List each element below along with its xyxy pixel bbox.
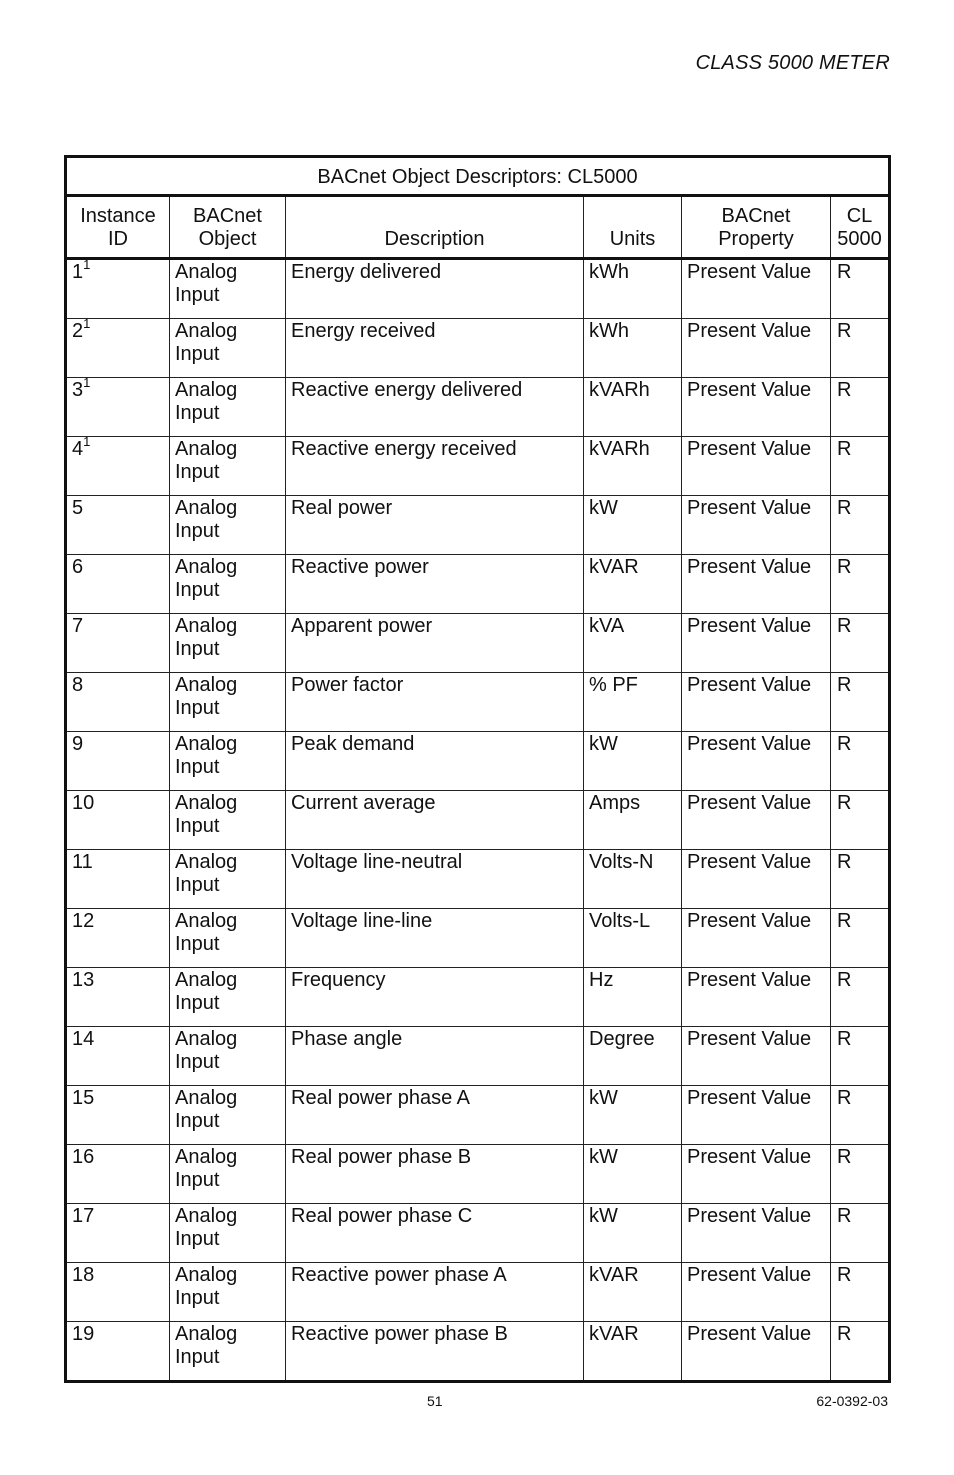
header-instance-id: Instance ID	[66, 196, 170, 259]
cell-bacnet-property: Present Value	[682, 1027, 831, 1086]
cell-cl5000: R	[831, 1086, 890, 1145]
table-row	[66, 614, 890, 673]
cell-cl5000: R	[831, 437, 890, 496]
table-row	[66, 909, 890, 968]
cell-bacnet-property: Present Value	[682, 732, 831, 791]
bacnet-object-table	[64, 155, 891, 1383]
cell-bacnet-property: Present Value	[682, 968, 831, 1027]
cell-bacnet-object: Analog Input	[170, 319, 286, 378]
table-row	[66, 673, 890, 732]
cell-description: Energy received	[286, 319, 584, 378]
table-row	[66, 378, 890, 437]
cell-units: Degree	[584, 1027, 682, 1086]
cell-units: kVAR	[584, 555, 682, 614]
table-row	[66, 319, 890, 378]
cell-bacnet-object: Analog Input	[170, 968, 286, 1027]
cell-bacnet-property: Present Value	[682, 1263, 831, 1322]
cell-bacnet-object: Analog Input	[170, 1263, 286, 1322]
cell-instance-id: 11	[66, 850, 170, 909]
cell-units: kW	[584, 1145, 682, 1204]
table-row	[66, 968, 890, 1027]
cell-instance-id: 12	[66, 909, 170, 968]
table-row	[66, 1145, 890, 1204]
cell-cl5000: R	[831, 1322, 890, 1382]
cell-cl5000: R	[831, 732, 890, 791]
cell-bacnet-property: Present Value	[682, 614, 831, 673]
cell-units: kW	[584, 1204, 682, 1263]
cell-bacnet-object: Analog Input	[170, 850, 286, 909]
cell-instance-id: $2^1$	[66, 319, 170, 378]
cell-cl5000: R	[831, 1263, 890, 1322]
cell-description: Voltage line-neutral	[286, 850, 584, 909]
cell-instance-id: $3^1$	[66, 378, 170, 437]
cell-instance-id: 13	[66, 968, 170, 1027]
cell-description: Real power phase C	[286, 1204, 584, 1263]
cell-bacnet-property: Present Value	[682, 850, 831, 909]
cell-instance-id: 14	[66, 1027, 170, 1086]
cell-bacnet-object: Analog Input	[170, 259, 286, 319]
cell-instance-id: 5	[66, 496, 170, 555]
header-bacnet-property: BACnet Property	[682, 196, 831, 259]
cell-instance-id: $1^1$	[66, 259, 170, 319]
cell-units: kWh	[584, 259, 682, 319]
table-row	[66, 1086, 890, 1145]
cell-units: kVAR	[584, 1263, 682, 1322]
cell-units: kVA	[584, 614, 682, 673]
cell-bacnet-object: Analog Input	[170, 614, 286, 673]
cell-cl5000: R	[831, 791, 890, 850]
running-head: CLASS 5000 METER	[695, 52, 890, 74]
cell-instance-id: 16	[66, 1145, 170, 1204]
cell-units: kW	[584, 732, 682, 791]
cell-units: kW	[584, 496, 682, 555]
footnote-marker: 1	[83, 316, 91, 332]
cell-instance-id: 19	[66, 1322, 170, 1382]
cell-instance-id: 7	[66, 614, 170, 673]
cell-bacnet-object: Analog Input	[170, 496, 286, 555]
cell-cl5000: R	[831, 1204, 890, 1263]
cell-bacnet-property: Present Value	[682, 437, 831, 496]
cell-description: Voltage line-line	[286, 909, 584, 968]
cell-cl5000: R	[831, 555, 890, 614]
cell-bacnet-property: Present Value	[682, 319, 831, 378]
cell-units: Amps	[584, 791, 682, 850]
cell-instance-id: 10	[66, 791, 170, 850]
cell-units: kVAR	[584, 1322, 682, 1382]
header-bacnet-object: BACnet Object	[170, 196, 286, 259]
table-header-row	[66, 196, 890, 259]
cell-instance-id: 6	[66, 555, 170, 614]
cell-bacnet-object: Analog Input	[170, 791, 286, 850]
cell-instance-id: 17	[66, 1204, 170, 1263]
cell-bacnet-object: Analog Input	[170, 1086, 286, 1145]
cell-cl5000: R	[831, 319, 890, 378]
cell-cl5000: R	[831, 673, 890, 732]
cell-description: Real power phase A	[286, 1086, 584, 1145]
table-row	[66, 496, 890, 555]
cell-instance-id: 18	[66, 1263, 170, 1322]
cell-bacnet-object: Analog Input	[170, 378, 286, 437]
cell-bacnet-property: Present Value	[682, 1086, 831, 1145]
cell-description: Peak demand	[286, 732, 584, 791]
cell-description: Frequency	[286, 968, 584, 1027]
cell-cl5000: R	[831, 614, 890, 673]
cell-bacnet-property: Present Value	[682, 259, 831, 319]
cell-bacnet-object: Analog Input	[170, 1204, 286, 1263]
cell-bacnet-property: Present Value	[682, 673, 831, 732]
cell-bacnet-object: Analog Input	[170, 1027, 286, 1086]
cell-instance-id: 15	[66, 1086, 170, 1145]
cell-description: Reactive energy received	[286, 437, 584, 496]
footnote-marker: 1	[83, 434, 91, 450]
cell-units: % PF	[584, 673, 682, 732]
table-row	[66, 437, 890, 496]
page-number: 51	[427, 1393, 443, 1409]
cell-bacnet-object: Analog Input	[170, 1322, 286, 1382]
cell-description: Energy delivered	[286, 259, 584, 319]
table-row	[66, 1204, 890, 1263]
document-number: 62-0392-03	[816, 1393, 888, 1409]
cell-units: kVARh	[584, 378, 682, 437]
cell-bacnet-property: Present Value	[682, 1204, 831, 1263]
cell-description: Reactive power phase B	[286, 1322, 584, 1382]
cell-units: kVARh	[584, 437, 682, 496]
table-row	[66, 1263, 890, 1322]
cell-instance-id: 8	[66, 673, 170, 732]
header-cl5000: CL 5000	[831, 196, 890, 259]
footnote-marker: 1	[83, 257, 91, 273]
cell-description: Reactive power	[286, 555, 584, 614]
footnote-marker: 1	[83, 375, 91, 391]
cell-bacnet-object: Analog Input	[170, 909, 286, 968]
cell-instance-id: 9	[66, 732, 170, 791]
header-units: Units	[584, 196, 682, 259]
cell-description: Current average	[286, 791, 584, 850]
cell-bacnet-object: Analog Input	[170, 555, 286, 614]
cell-units: kW	[584, 1086, 682, 1145]
cell-bacnet-object: Analog Input	[170, 1145, 286, 1204]
cell-units: Volts-L	[584, 909, 682, 968]
table-row	[66, 791, 890, 850]
cell-description: Real power phase B	[286, 1145, 584, 1204]
cell-cl5000: R	[831, 850, 890, 909]
cell-units: Volts-N	[584, 850, 682, 909]
table-row	[66, 1322, 890, 1382]
table-row	[66, 732, 890, 791]
cell-cl5000: R	[831, 496, 890, 555]
cell-bacnet-property: Present Value	[682, 496, 831, 555]
cell-bacnet-object: Analog Input	[170, 673, 286, 732]
cell-bacnet-property: Present Value	[682, 555, 831, 614]
cell-instance-id: $4^1$	[66, 437, 170, 496]
cell-cl5000: R	[831, 1145, 890, 1204]
table-row	[66, 555, 890, 614]
cell-description: Phase angle	[286, 1027, 584, 1086]
cell-bacnet-property: Present Value	[682, 909, 831, 968]
header-description: Description	[286, 196, 584, 259]
cell-bacnet-object: Analog Input	[170, 732, 286, 791]
table-row	[66, 259, 890, 319]
cell-bacnet-object: Analog Input	[170, 437, 286, 496]
cell-description: Power factor	[286, 673, 584, 732]
cell-units: kWh	[584, 319, 682, 378]
table-row	[66, 850, 890, 909]
cell-cl5000: R	[831, 1027, 890, 1086]
cell-bacnet-property: Present Value	[682, 1322, 831, 1382]
cell-description: Reactive power phase A	[286, 1263, 584, 1322]
table-title: BACnet Object Descriptors: CL5000	[66, 157, 890, 196]
table-row	[66, 1027, 890, 1086]
cell-cl5000: R	[831, 968, 890, 1027]
cell-cl5000: R	[831, 259, 890, 319]
cell-units: Hz	[584, 968, 682, 1027]
cell-bacnet-property: Present Value	[682, 791, 831, 850]
cell-description: Apparent power	[286, 614, 584, 673]
cell-bacnet-property: Present Value	[682, 378, 831, 437]
cell-cl5000: R	[831, 909, 890, 968]
cell-description: Real power	[286, 496, 584, 555]
cell-description: Reactive energy delivered	[286, 378, 584, 437]
cell-bacnet-property: Present Value	[682, 1145, 831, 1204]
cell-cl5000: R	[831, 378, 890, 437]
